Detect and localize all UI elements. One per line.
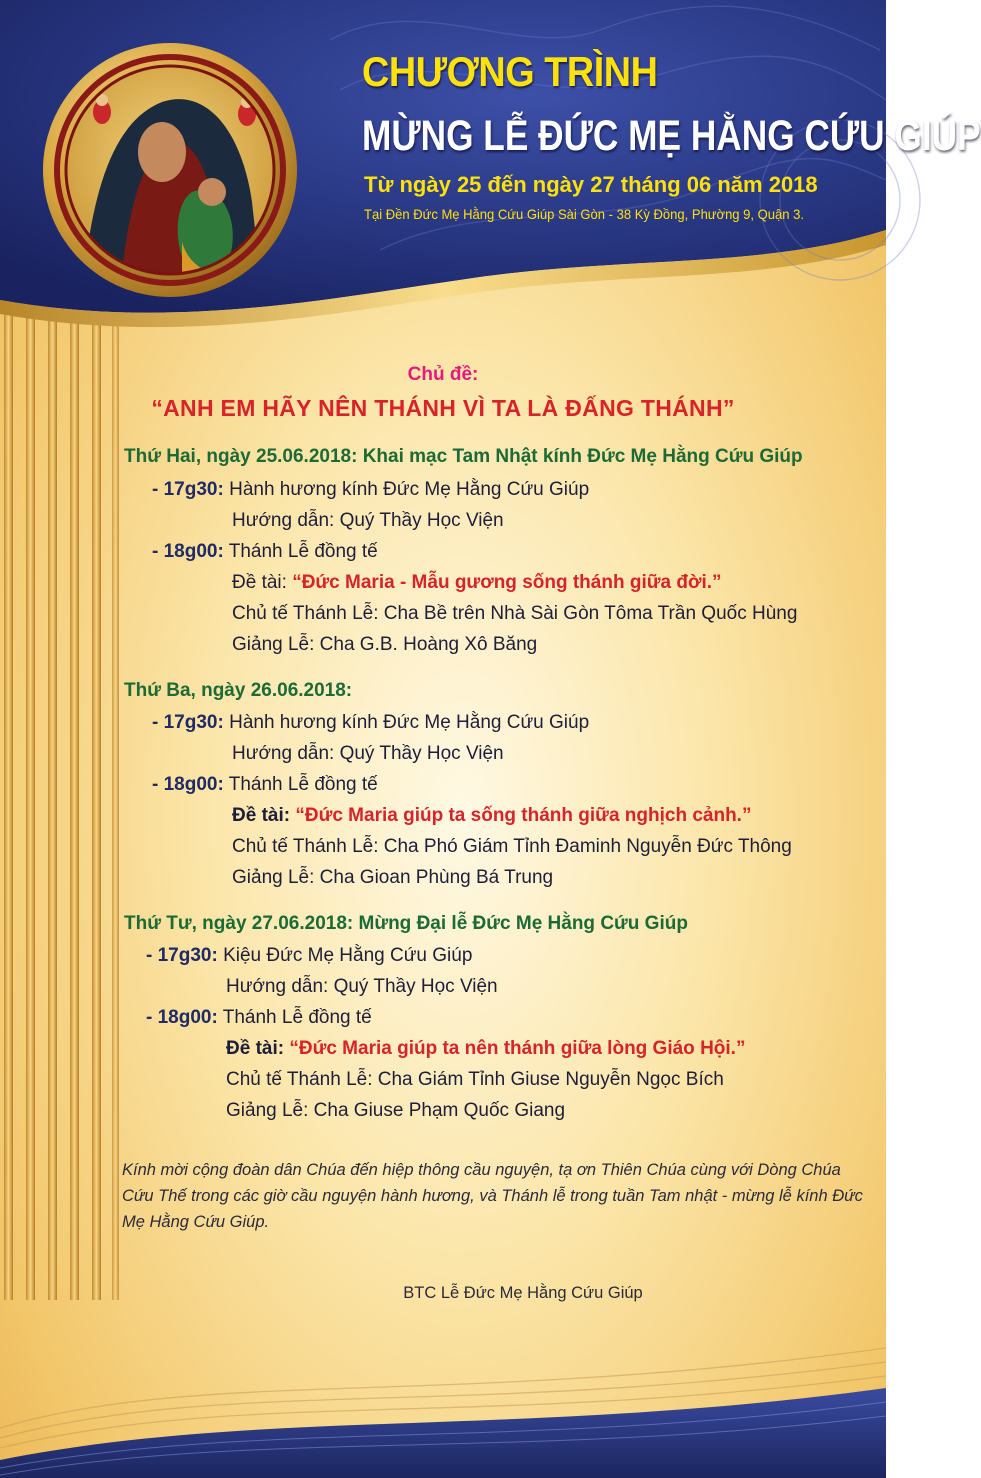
invitation-paragraph: Kính mời cộng đoàn dân Chúa đến hiệp thông cầu nguyện, tạ ơn Thiên Chúa cùng với Dòng Chúa Cứu Thế trong các giờ cầu nguyện hành hương, và Thánh lễ trong tuần Tam nhật - mừng lễ kính Đức Mẹ Hằng Cứu Giúp. (122, 1161, 863, 1231)
schedule-line (152, 541, 378, 563)
celebrant-line: Chủ tế Thánh Lễ: Cha Giám Tỉnh Giuse Nguyễn Ngọc Bích (226, 1069, 724, 1090)
schedule-event: Kiệu Đức Mẹ Hằng Cứu Giúp (223, 945, 473, 966)
schedule-time: - 18g00: (152, 541, 224, 562)
theme-label: Chủ đề: (407, 364, 479, 385)
gold-stripes-decoration (0, 300, 130, 1300)
event-venue: Tại Đền Đức Mẹ Hằng Cứu Giúp Sài Gòn - 38 Kỳ Đồng, Phường 9, Quận 3. (364, 206, 804, 222)
schedule-event: Thánh Lễ đồng tế (228, 541, 378, 562)
schedule-time: - 17g30: (152, 479, 224, 500)
celebrant-line: Chủ tế Thánh Lễ: Cha Bề trên Nhà Sài Gòn Tôma Trần Quốc Hùng (232, 603, 798, 624)
schedule-line (146, 945, 472, 967)
organizer-signature: BTC Lễ Đức Mẹ Hằng Cứu Giúp (403, 1284, 643, 1302)
schedule-event: Hành hương kính Đức Mẹ Hằng Cứu Giúp (229, 712, 590, 733)
madonna-icon-medallion (42, 42, 298, 298)
schedule-guide: Hướng dẫn: Quý Thầy Học Viện (226, 976, 498, 997)
schedule-guide: Hướng dẫn: Quý Thầy Học Viện (232, 510, 504, 531)
celebrant-line: Chủ tế Thánh Lễ: Cha Phó Giám Tỉnh Đaminh Nguyễn Đức Thông (232, 836, 792, 857)
topic-title: “Đức Maria giúp ta nên thánh giữa lòng Giáo Hội.” (289, 1038, 746, 1059)
schedule-event: Thánh Lễ đồng tế (222, 1007, 372, 1028)
program-title: CHƯƠNG TRÌNH (362, 48, 658, 95)
schedule-time: - 17g30: (152, 712, 224, 733)
day-heading: Thứ Tư, ngày 27.06.2018: Mừng Đại lễ Đức Mẹ Hằng Cứu Giúp (124, 913, 688, 934)
schedule-line (152, 712, 589, 734)
schedule-line (152, 479, 589, 501)
day-heading: Thứ Hai, ngày 25.06.2018: Khai mạc Tam Nhật kính Đức Mẹ Hằng Cứu Giúp (124, 446, 803, 467)
event-dates: Từ ngày 25 đến ngày 27 tháng 06 năm 2018 (364, 172, 818, 197)
homilist-line: Giảng Lễ: Cha Giuse Phạm Quốc Giang (226, 1100, 566, 1121)
topic-label: Đề tài: (232, 805, 291, 826)
homilist-line: Giảng Lễ: Cha Gioan Phùng Bá Trung (232, 867, 554, 888)
schedule-time: - 18g00: (146, 1007, 218, 1028)
schedule-line (146, 1007, 372, 1029)
topic-line (232, 572, 722, 594)
topic-label: Đề tài: (226, 1038, 285, 1059)
schedule-time: - 17g30: (146, 945, 218, 966)
theme-text: “ANH EM HÃY NÊN THÁNH VÌ TA LÀ ĐẤNG THÁNH” (151, 395, 735, 421)
bottom-wave-decoration (0, 1278, 886, 1478)
topic-title: “Đức Maria - Mẫu gương sống thánh giữa đời.” (292, 572, 722, 593)
topic-line (232, 805, 751, 827)
schedule-line (152, 774, 378, 796)
homilist-line: Giảng Lễ: Cha G.B. Hoàng Xô Băng (232, 634, 538, 655)
schedule-time: - 18g00: (152, 774, 224, 795)
schedule-guide: Hướng dẫn: Quý Thầy Học Viện (232, 743, 504, 764)
topic-title: “Đức Maria giúp ta sống thánh giữa nghịch cảnh.” (295, 805, 752, 826)
day-heading: Thứ Ba, ngày 26.06.2018: (124, 680, 353, 701)
feast-title: MỪNG LỄ ĐỨC MẸ HẰNG CỨU GIÚP (362, 112, 981, 160)
schedule-event: Hành hương kính Đức Mẹ Hằng Cứu Giúp (229, 479, 590, 500)
topic-line (226, 1038, 745, 1060)
topic-label: Đề tài: (232, 572, 287, 593)
schedule-event: Thánh Lễ đồng tế (228, 774, 378, 795)
